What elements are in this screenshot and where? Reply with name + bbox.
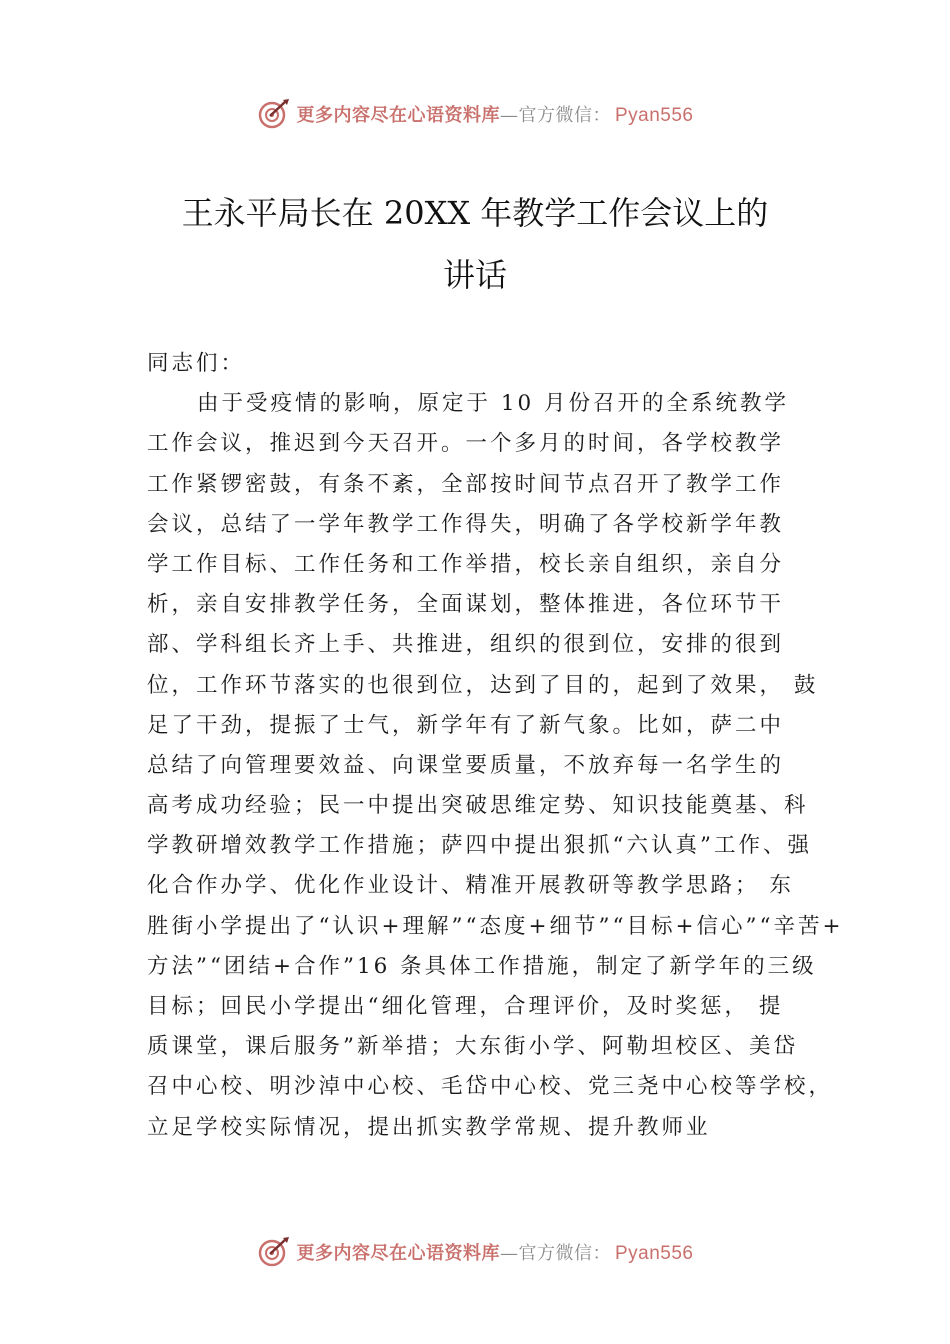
body-line: 召中心校、明沙淖中心校、毛岱中心校、党三尧中心校等学校，: [147, 1074, 834, 1100]
salutation: 同志们：: [147, 351, 246, 376]
title-line-2: 讲话: [442, 256, 507, 294]
banner-wechat-id: Pyan556: [614, 105, 694, 126]
body-line: 质课堂，课后服务”新举措；大东街小学、阿勒坦校区、美岱: [147, 1034, 798, 1060]
body-line: 析，亲自安排教学任务，全面谋划，整体推进，各位环节干: [147, 592, 785, 618]
body-line: 方法”“团结+合作”16 条具体工作措施，制定了新学年的三级: [147, 953, 817, 979]
footer-banner: [0, 1232, 950, 1272]
banner-site-name: 更多内容尽在心语资料库: [296, 105, 500, 126]
body-line: 足了干劲，提振了士气，新学年有了新气象。比如，萨二中: [147, 712, 785, 738]
banner-text: [296, 101, 693, 127]
banner-text: [296, 1239, 693, 1265]
body-line: 目标；回民小学提出“细化管理，合理评价，及时奖惩， 提: [147, 994, 784, 1019]
body-line: 部、学科组长齐上手、共推进，组织的很到位，安排的很到: [147, 632, 785, 658]
document-title: [0, 182, 950, 306]
brand-logo-icon: [256, 96, 292, 132]
body-line: 立足学校实际情况，提出抓实教学常规、提升教师业: [147, 1114, 711, 1140]
brand-logo-icon: [256, 1234, 292, 1270]
body-line: 学工作目标、工作任务和工作举措，校长亲自组织，亲自分: [147, 551, 785, 577]
banner-site-name: 更多内容尽在心语资料库: [296, 1243, 500, 1264]
body-line: 总结了向管理要效益、向课堂要质量，不放弃每一名学生的: [147, 752, 785, 778]
body-line: 化合作办学、优化作业设计、精准开展教研等教学思路； 东: [147, 873, 794, 899]
document-body: [147, 344, 844, 1148]
body-line: 高考成功经验；民一中提出突破思维定势、知识技能奠基、科: [147, 793, 809, 819]
banner-wechat-id: Pyan556: [614, 1243, 694, 1264]
title-line-1: 王永平局长在 20XX 年教学工作会议上的: [181, 194, 769, 232]
banner-wechat-label: —官方微信：: [499, 1243, 611, 1264]
header-banner: [0, 94, 950, 134]
banner-wechat-label: —官方微信：: [499, 105, 611, 126]
body-line: 工作紧锣密鼓，有条不紊，全部按时间节点召开了教学工作: [147, 471, 785, 497]
body-line: 学教研增效教学工作措施；萨四中提出狠抓“六认真”工作、强: [147, 833, 812, 859]
body-line: 工作会议，推迟到今天召开。一个多月的时间，各学校教学: [147, 431, 785, 457]
body-line: 由于受疫情的影响，原定于 10 月份召开的全系统教学: [197, 391, 790, 417]
body-line: 位，工作环节落实的也很到位，达到了目的，起到了效果， 鼓: [147, 672, 819, 698]
body-line: 会议，总结了一学年教学工作得失，明确了各学校新学年教: [147, 511, 785, 537]
body-line: 胜街小学提出了“认识+理解”“态度+细节”“目标+信心”“辛苦+: [147, 913, 844, 939]
